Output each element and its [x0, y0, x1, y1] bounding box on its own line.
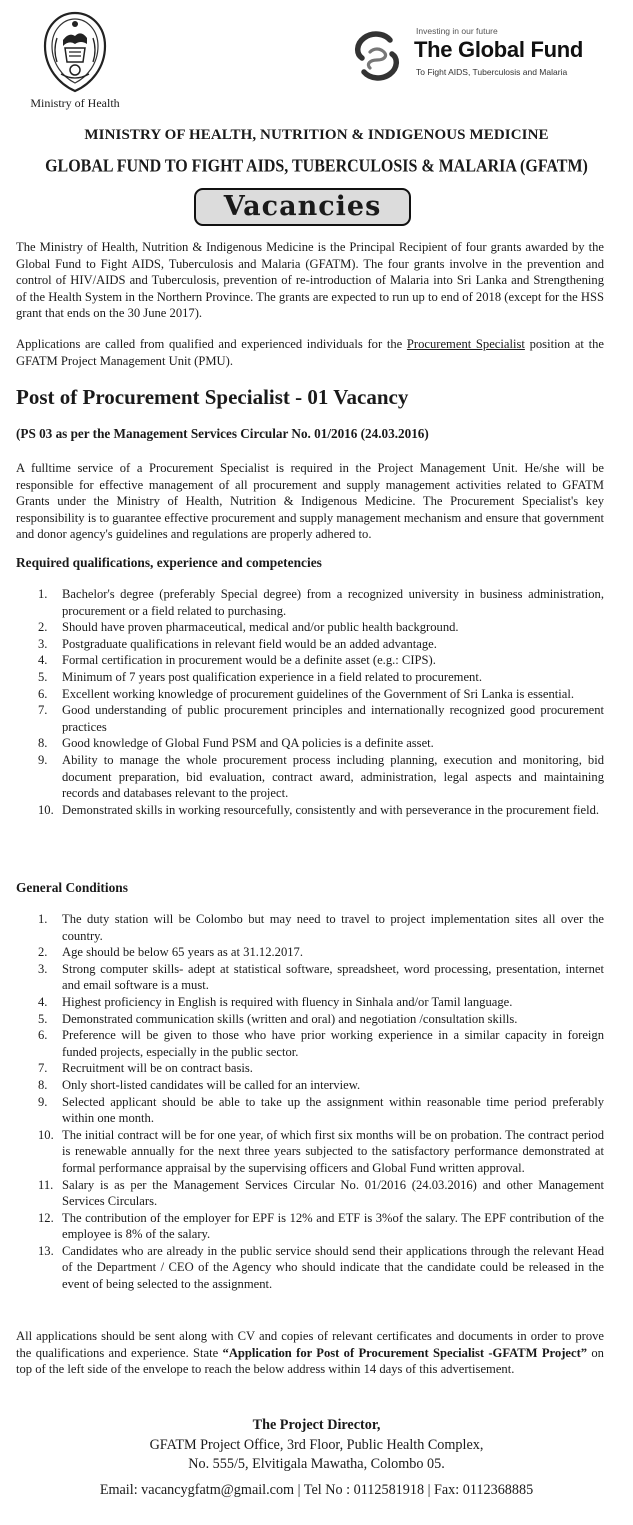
- item-number: 8.: [38, 736, 48, 751]
- ministry-logo: [18, 10, 132, 111]
- list-item: [16, 944, 604, 961]
- item-text: Age should be below 65 years as at 31.12.2017.: [62, 945, 303, 960]
- list-item: [16, 911, 604, 944]
- item-number: 10.: [38, 1127, 54, 1142]
- item-text: Good knowledge of Global Fund PSM and QA policies is a definite asset.: [62, 736, 434, 751]
- qualifications-heading: Required qualifications, experience and competencies: [16, 555, 322, 570]
- list-item: [16, 586, 604, 619]
- list-item: [16, 1177, 604, 1210]
- general-conditions-heading: General Conditions: [16, 880, 128, 895]
- telephone-text: Tel No : 0112581918: [303, 1482, 425, 1498]
- list-item: [16, 735, 604, 752]
- post-title: Post of Procurement Specialist - 01 Vacancy: [16, 385, 409, 409]
- item-number: 5.: [38, 1011, 48, 1026]
- item-text: The initial contract will be for one year, of which first six months will be on probation. The contract period is renewable annually for the next three years subjected to the satisfactory performance demonstrated at formal performance appraisal by the supervising officers and Global Fund written approval.: [62, 1127, 604, 1175]
- item-number: 2.: [38, 620, 48, 635]
- global-fund-logo-icon: [350, 30, 404, 82]
- list-item: [16, 961, 604, 994]
- item-number: 1.: [38, 912, 48, 926]
- application-text-after: position at the GFATM Project Management Unit (PMU).: [16, 337, 604, 368]
- list-item: [16, 652, 604, 669]
- list-item: [16, 1243, 604, 1293]
- item-number: 8.: [38, 1077, 48, 1092]
- application-text-before: Applications are called from qualified and experienced individuals for the: [16, 337, 407, 351]
- item-number: 2.: [38, 945, 48, 960]
- item-number: 11.: [38, 1177, 54, 1192]
- ministry-heading: MINISTRY OF HEALTH, NUTRITION & INDIGENOUS MEDICINE: [84, 127, 549, 143]
- item-text: Good understanding of public procurement principles and internationally recognized good procurement practices: [62, 703, 604, 734]
- item-number: 4.: [38, 653, 48, 668]
- item-text: Postgraduate qualifications in relevant field would be an added advantage.: [62, 636, 437, 651]
- address-line-2: No. 555/5, Elvitigala Mawatha, Colombo 05.: [188, 1456, 445, 1472]
- item-text: Minimum of 7 years post qualification experience in a field related to procurement.: [62, 669, 482, 684]
- list-item: [16, 1077, 604, 1094]
- list-item: [16, 1027, 604, 1060]
- position-link-text: Procurement Specialist: [406, 337, 525, 351]
- fax-text: Fax: 0112368885: [433, 1482, 534, 1498]
- list-item: [16, 702, 604, 735]
- closing-text-before: All applications should be sent along with CV and copies of relevant certificates and documents in order to prove the qualifications and experience. State: [16, 1329, 604, 1360]
- separator: |: [294, 1482, 304, 1498]
- qualifications-list: [16, 586, 604, 818]
- item-number: 7.: [38, 1061, 48, 1076]
- general-conditions-list: [16, 911, 604, 1293]
- item-number: 13.: [38, 1243, 54, 1258]
- item-number: 6.: [38, 1028, 48, 1043]
- list-item: [16, 1060, 604, 1077]
- sri-lanka-emblem-icon: [39, 10, 111, 94]
- list-item: [16, 619, 604, 636]
- separator: |: [424, 1482, 434, 1498]
- address-title: The Project Director,: [252, 1417, 381, 1433]
- item-number: 9.: [38, 1094, 48, 1109]
- item-text: Bachelor's degree (preferably Special degree) from a recognized university in business administration, procurement or a field related to purchasing.: [62, 587, 604, 618]
- item-text: Highest proficiency in English is required with fluency in Sinhala and/or Tamil language.: [62, 994, 513, 1009]
- item-number: 3.: [38, 961, 48, 976]
- gfatm-heading: GLOBAL FUND TO FIGHT AIDS, TUBERCULOSIS & MALARIA (GFATM): [45, 157, 588, 176]
- closing-text-after: on top of the left side of the envelope to reach the below address within 14 days of this advertisement.: [16, 1345, 604, 1377]
- global-fund-subtitle: To Fight AIDS, Tuberculosis and Malaria: [416, 67, 568, 77]
- item-text: Demonstrated skills in working resourcefully, consistently and with perseverance in the procurement field.: [62, 802, 600, 817]
- intro-paragraph: The Ministry of Health, Nutrition & Indigenous Medicine is the Principal Recipient of four grants awarded by the Global Fund to Fight AIDS, Tuberculosis and Malaria (GFATM). The four grants involve in the prevention and control of HIV/AIDS and Tuberculosis, prevention of re-introduction of Malaria into Sri Lanka and Strengthening of the Health System in the Northern Province. The grants are expected to run up to end of 2018 (except for the HSS grant that ends on the 30 June 2017).: [16, 240, 604, 321]
- item-text: Salary is as per the Management Services Circular No. 01/2016 (24.03.2016) and other Management Services Circulars.: [62, 1177, 604, 1209]
- global-fund-logo: [350, 26, 610, 86]
- application-paragraph: [16, 336, 604, 369]
- item-text: Only short-listed candidates will be called for an interview.: [62, 1077, 361, 1092]
- list-item: [16, 1011, 604, 1028]
- item-number: 3.: [38, 636, 48, 651]
- item-text: Selected applicant should be able to take up the assignment within reasonable time period preferably within one month.: [62, 1094, 604, 1126]
- address-line-1: GFATM Project Office, 3rd Floor, Public Health Complex,: [149, 1437, 484, 1453]
- list-item: [16, 802, 604, 819]
- list-item: [16, 994, 604, 1011]
- item-text: Candidates who are already in the public service should send their applications through the relevant Head of the Department / CEO of the Agency who should indicate that the candidate could be released in the event of being selected to the assignment.: [62, 1243, 604, 1292]
- list-item: [16, 686, 604, 703]
- item-text: Demonstrated communication skills (written and oral) and negotiation /consultation skills.: [62, 1011, 518, 1026]
- item-number: 4.: [38, 994, 48, 1009]
- item-text: Ability to manage the whole procurement process including planning, execution and monitoring, bid document preparation, bid evaluation, contract award, administration, legal aspects and maintaining records and databases relevant to the project.: [62, 752, 604, 801]
- circular-reference: (PS 03 as per the Management Services Circular No. 01/2016 (24.03.2016): [16, 426, 429, 441]
- item-text: Recruitment will be on contract basis.: [62, 1061, 253, 1076]
- post-description: A fulltime service of a Procurement Specialist is required in the Project Management Unit. He/she will be responsible for effective management of all procurement and supply management activities related to GFATM Grants under the Ministry of Health, Nutrition & Indigenous Medicine. The Procurement Specialist's key responsibility is to guarantee effective procurement and supply management mechanism and ensure that government and donor agency's guidelines and regulations are properly adhered to.: [16, 461, 604, 542]
- item-text: The duty station will be Colombo but may need to travel to project implementation sites all over the country.: [62, 912, 604, 943]
- list-item: [16, 1094, 604, 1127]
- item-number: 5.: [38, 669, 48, 684]
- list-item: [16, 752, 604, 802]
- list-item: [16, 1210, 604, 1243]
- item-text: Strong computer skills- adept at statistical software, spreadsheet, word processing, presentation, internet and email software is a must.: [62, 961, 604, 993]
- closing-paragraph: [16, 1328, 604, 1378]
- item-text: Should have proven pharmaceutical, medical and/or public health background.: [62, 620, 459, 635]
- email-text: Email: vacancygfatm@gmail.com: [99, 1482, 295, 1498]
- global-fund-name: The Global Fund: [414, 37, 584, 62]
- ministry-logo-caption: Ministry of Health: [30, 96, 120, 110]
- item-text: Excellent working knowledge of procurement guidelines of the Government of Sri Lanka is essential.: [62, 686, 575, 701]
- item-number: 1.: [38, 587, 48, 601]
- contact-line: [0, 1482, 633, 1499]
- envelope-label-text: “Application for Post of Procurement Specialist -GFATM Project”: [222, 1345, 588, 1360]
- item-number: 7.: [38, 703, 48, 718]
- item-text: The contribution of the employer for EPF is 12% and ETF is 3%of the salary. The EPF contribution of the employee is 8% of the salary.: [62, 1210, 604, 1242]
- vacancies-banner: Vacancies: [194, 188, 411, 226]
- item-number: 12.: [38, 1210, 54, 1225]
- list-item: [16, 636, 604, 653]
- list-item: [16, 1127, 604, 1177]
- item-number: 9.: [38, 752, 48, 767]
- global-fund-tagline: Investing in our future: [416, 26, 498, 36]
- item-text: Preference will be given to those who have prior working experience in a similar capacity in foreign funded projects, especially in the public sector.: [62, 1028, 604, 1059]
- item-text: Formal certification in procurement would be a definite asset (e.g.: CIPS).: [62, 653, 436, 668]
- item-number: 10.: [38, 802, 54, 817]
- list-item: [16, 669, 604, 686]
- item-number: 6.: [38, 686, 48, 701]
